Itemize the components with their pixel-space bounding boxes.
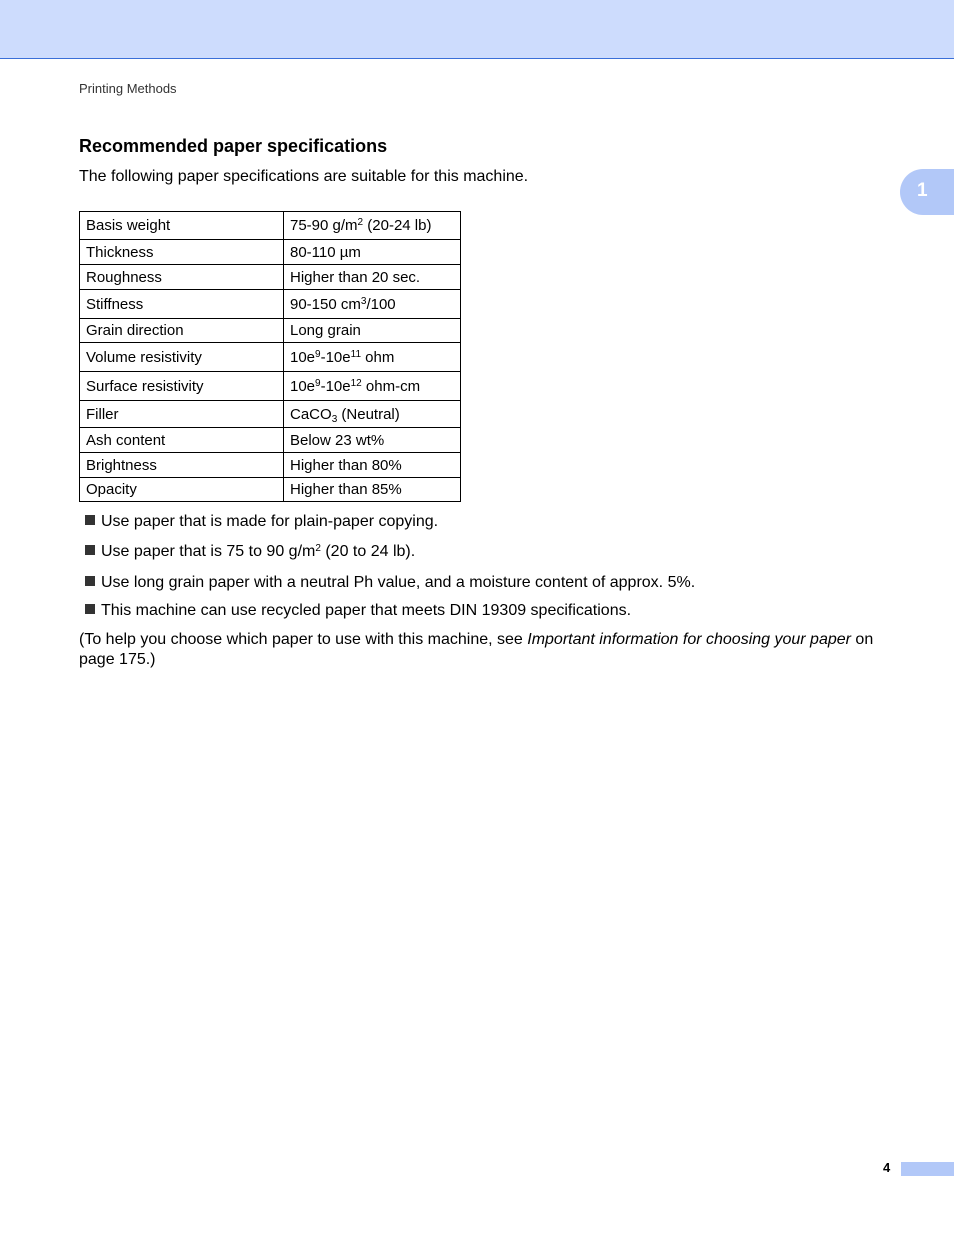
spec-value: Higher than 20 sec. [284, 265, 461, 290]
chapter-number: 1 [917, 180, 928, 201]
square-bullet-icon [85, 515, 95, 525]
square-bullet-icon [85, 576, 95, 586]
square-bullet-icon [85, 545, 95, 555]
table-row [80, 372, 461, 401]
table-row [80, 212, 461, 240]
table-row [80, 240, 461, 265]
spec-value: $10e^9-10e^{12}$ ohm-cm [284, 372, 461, 401]
list-item: Use long grain paper with a neutral Ph value, and a moisture content of approx. 5%. [85, 574, 695, 592]
cross-reference-link[interactable]: Important information for choosing your paper [527, 631, 851, 648]
list-item: Use paper that is 75 to 90 $g/m^2$ (20 to 24 lb). [85, 543, 415, 561]
list-item: Use paper that is made for plain-paper copying. [85, 513, 438, 531]
spec-value: Higher than 80% [284, 453, 461, 478]
page-number: 4 [883, 1160, 891, 1175]
paper-spec-table [79, 211, 461, 502]
table-row [80, 343, 461, 372]
table-row [80, 428, 461, 453]
spec-property: Grain direction [80, 319, 284, 343]
spec-property: Filler [80, 401, 284, 428]
table-row [80, 319, 461, 343]
square-bullet-icon [85, 604, 95, 614]
intro-paragraph: The following paper specifications are suitable for this machine. [79, 168, 529, 185]
spec-value: 90-150 $cm^3/100$ [284, 290, 461, 319]
spec-property: Ash content [80, 428, 284, 453]
spec-property: Volume resistivity [80, 343, 284, 372]
list-item: This machine can use recycled paper that meets DIN 19309 specifications. [85, 602, 631, 620]
table-row [80, 401, 461, 428]
table-row [80, 290, 461, 319]
spec-property: Stiffness [80, 290, 284, 319]
spec-property: Basis weight [80, 212, 284, 240]
spec-value: CaCO$_3$ (Neutral) [284, 401, 461, 428]
section-heading: Recommended paper specifications [79, 136, 388, 156]
spec-value: 80-110 µm [284, 240, 461, 265]
closing-note: (To help you choose which paper to use with this machine, see Important information for choosing your paper on page 175.) [79, 631, 874, 668]
spec-property: Surface resistivity [80, 372, 284, 401]
spec-property: Brightness [80, 453, 284, 478]
spec-property: Thickness [80, 240, 284, 265]
spec-value: Long grain [284, 319, 461, 343]
spec-value: $10e^9-10e^{11}$ ohm [284, 343, 461, 372]
spec-property: Roughness [80, 265, 284, 290]
running-title: Printing Methods [79, 81, 177, 96]
header-band [0, 0, 954, 59]
table-row [80, 478, 461, 502]
page-number-bar [901, 1162, 954, 1176]
table-row [80, 453, 461, 478]
spec-value: Higher than 85% [284, 478, 461, 502]
spec-property: Opacity [80, 478, 284, 502]
spec-value: Below 23 wt% [284, 428, 461, 453]
spec-value: 75-90 $g/m^2$ (20-24 lb) [284, 212, 461, 240]
table-row [80, 265, 461, 290]
chapter-tab[interactable] [900, 169, 954, 215]
